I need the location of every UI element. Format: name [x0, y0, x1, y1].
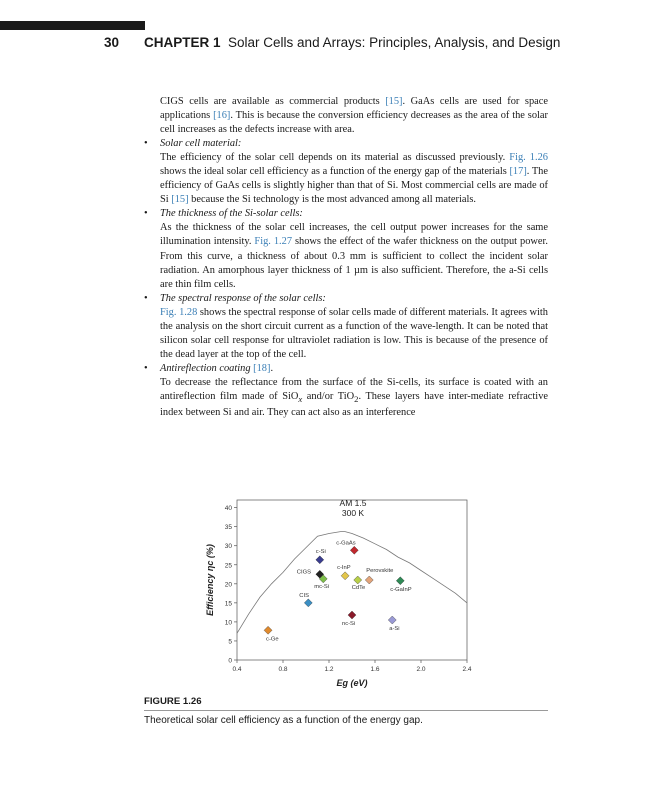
- data-point: [264, 626, 272, 634]
- data-point-label: a-Si: [389, 626, 400, 632]
- y-tick-label: 20: [224, 581, 232, 589]
- data-point-label: CIGS: [296, 569, 311, 576]
- efficiency-chart: [200, 494, 470, 694]
- y-tick-label: 0: [228, 657, 232, 665]
- header-rule: [0, 21, 145, 30]
- bullet: •: [144, 208, 148, 220]
- data-point-label: CIS: [299, 592, 309, 599]
- item-title: Solar cell material:: [160, 138, 242, 150]
- figure-link[interactable]: Fig. 1.27: [254, 236, 293, 248]
- x-tick-label: 0.8: [278, 666, 288, 673]
- figure-caption: [144, 696, 548, 726]
- data-point-label: mc-Si: [314, 583, 330, 590]
- data-point: [354, 576, 362, 584]
- data-point: [304, 599, 312, 607]
- figure-link[interactable]: Fig. 1.28: [160, 306, 198, 318]
- x-tick-label: 0.4: [232, 666, 242, 673]
- item-title: The thickness of the Si-solar cells:: [160, 208, 303, 220]
- citation-link[interactable]: [15]: [385, 96, 403, 107]
- chapter-heading: [144, 35, 560, 50]
- citation-link[interactable]: [16]: [213, 110, 231, 122]
- item-paragraph: The efficiency of the solar cell depends on its material as discussed previously. Fig. 1.26 shows the ideal solar cell efficiency as a function of the energy gap of the materials [17]. The efficiency of GaAs cells is slightly higher than that of Si. Most commercial cells are made of Si [15] because the Si technology is the most advanced among all materials.: [160, 152, 548, 206]
- y-tick-label: 25: [224, 562, 232, 570]
- body-text: [143, 95, 548, 420]
- y-tick-label: 30: [224, 543, 232, 551]
- y-tick-label: 35: [224, 524, 232, 532]
- figure-1-26: [200, 494, 470, 694]
- chapter-title: Solar Cells and Arrays: Principles, Analysis, and Design: [228, 35, 561, 50]
- x-tick-label: 2.0: [416, 666, 426, 673]
- item-paragraph: As the thickness of the solar cell increases, the cell output power increases for the same illumination intensity. Fig. 1.27 shows the effect of the wafer thickness on the output power. From this curve, a thickness of about 0.3 mm is sufficient to collect the incident solar radiation. An amorphous layer thickness of 1 µm is also sufficient. Therefore, the a-Si cells are thin film cells.: [160, 222, 548, 290]
- chapter-label: CHAPTER 1: [144, 35, 221, 50]
- item-paragraph: Fig. 1.28 shows the spectral response of solar cells made of different materials. It agrees with the analysis on the short circuit current as a function of the wave-length. It can be noted that silicon solar cell response for ultraviolet radiation is low. This is because of the presence of the dead layer at the top of the cell.: [160, 306, 548, 360]
- data-point-label: CdTe: [351, 585, 366, 591]
- item-title: The spectral response of the solar cells:: [160, 292, 326, 304]
- citation-link[interactable]: [17]: [509, 166, 527, 178]
- data-point-label: c-Si: [315, 548, 326, 555]
- bullet: •: [144, 292, 148, 304]
- running-header: [0, 33, 648, 55]
- data-point: [365, 576, 373, 584]
- list-item: [143, 362, 548, 420]
- data-point-label: c-GaAs: [336, 540, 356, 547]
- y-tick-label: 15: [224, 600, 232, 608]
- caption-text: Theoretical solar cell efficiency as a function of the energy gap.: [144, 715, 423, 726]
- figure-label: FIGURE 1.26: [144, 696, 548, 711]
- chart-title: AM 1.5: [339, 498, 367, 508]
- data-point: [341, 572, 349, 580]
- data-point: [316, 556, 324, 564]
- y-tick-label: 40: [224, 505, 232, 513]
- x-axis-label: Eg (eV): [336, 678, 368, 688]
- data-point-label: c-InP: [337, 564, 351, 571]
- x-tick-label: 2.4: [462, 666, 472, 673]
- data-point: [396, 577, 404, 585]
- data-point: [350, 546, 358, 554]
- item-title: Antireflection coating [18].: [160, 362, 274, 374]
- list-item: [143, 137, 548, 207]
- item-paragraph: To decrease the reflectance from the surface of the Si-cells, its surface is coated with an antireflection film made of SiO$_x$ and/or TiO$_2$. These layers have inter-mediate refractive index between Si and air. They can act also as an interference: [160, 376, 548, 419]
- chart-subtitle: 300 K: [341, 508, 365, 518]
- citation-link[interactable]: [18]: [253, 362, 271, 374]
- data-point: [348, 611, 356, 619]
- figure-link[interactable]: Fig. 1.26: [509, 152, 548, 164]
- data-point: [388, 616, 396, 624]
- x-tick-label: 1.6: [370, 666, 380, 673]
- bullet: •: [144, 138, 148, 150]
- data-point-label: Perovskite: [366, 568, 394, 574]
- data-point-label: c-Ge: [266, 636, 279, 643]
- y-tick-label: 5: [228, 638, 232, 646]
- citation-link[interactable]: [15]: [171, 194, 189, 206]
- data-point-label: c-GaInP: [390, 586, 412, 593]
- intro-paragraph: CIGS cells are available as commercial products [15]. GaAs cells are used for space applications [16]. This is because the conversion efficiency decreases as the area of the solar cell increases as the defects increase with area.: [160, 96, 549, 136]
- bullet: •: [144, 362, 148, 374]
- list-item: [143, 207, 548, 291]
- data-point-label: nc-Si: [342, 621, 356, 628]
- list-item: [143, 292, 548, 362]
- y-axis-label: Efficiency ηc (%): [205, 544, 215, 616]
- page-number: 30: [104, 35, 120, 50]
- y-tick-label: 10: [224, 619, 232, 627]
- x-tick-label: 1.2: [324, 666, 334, 673]
